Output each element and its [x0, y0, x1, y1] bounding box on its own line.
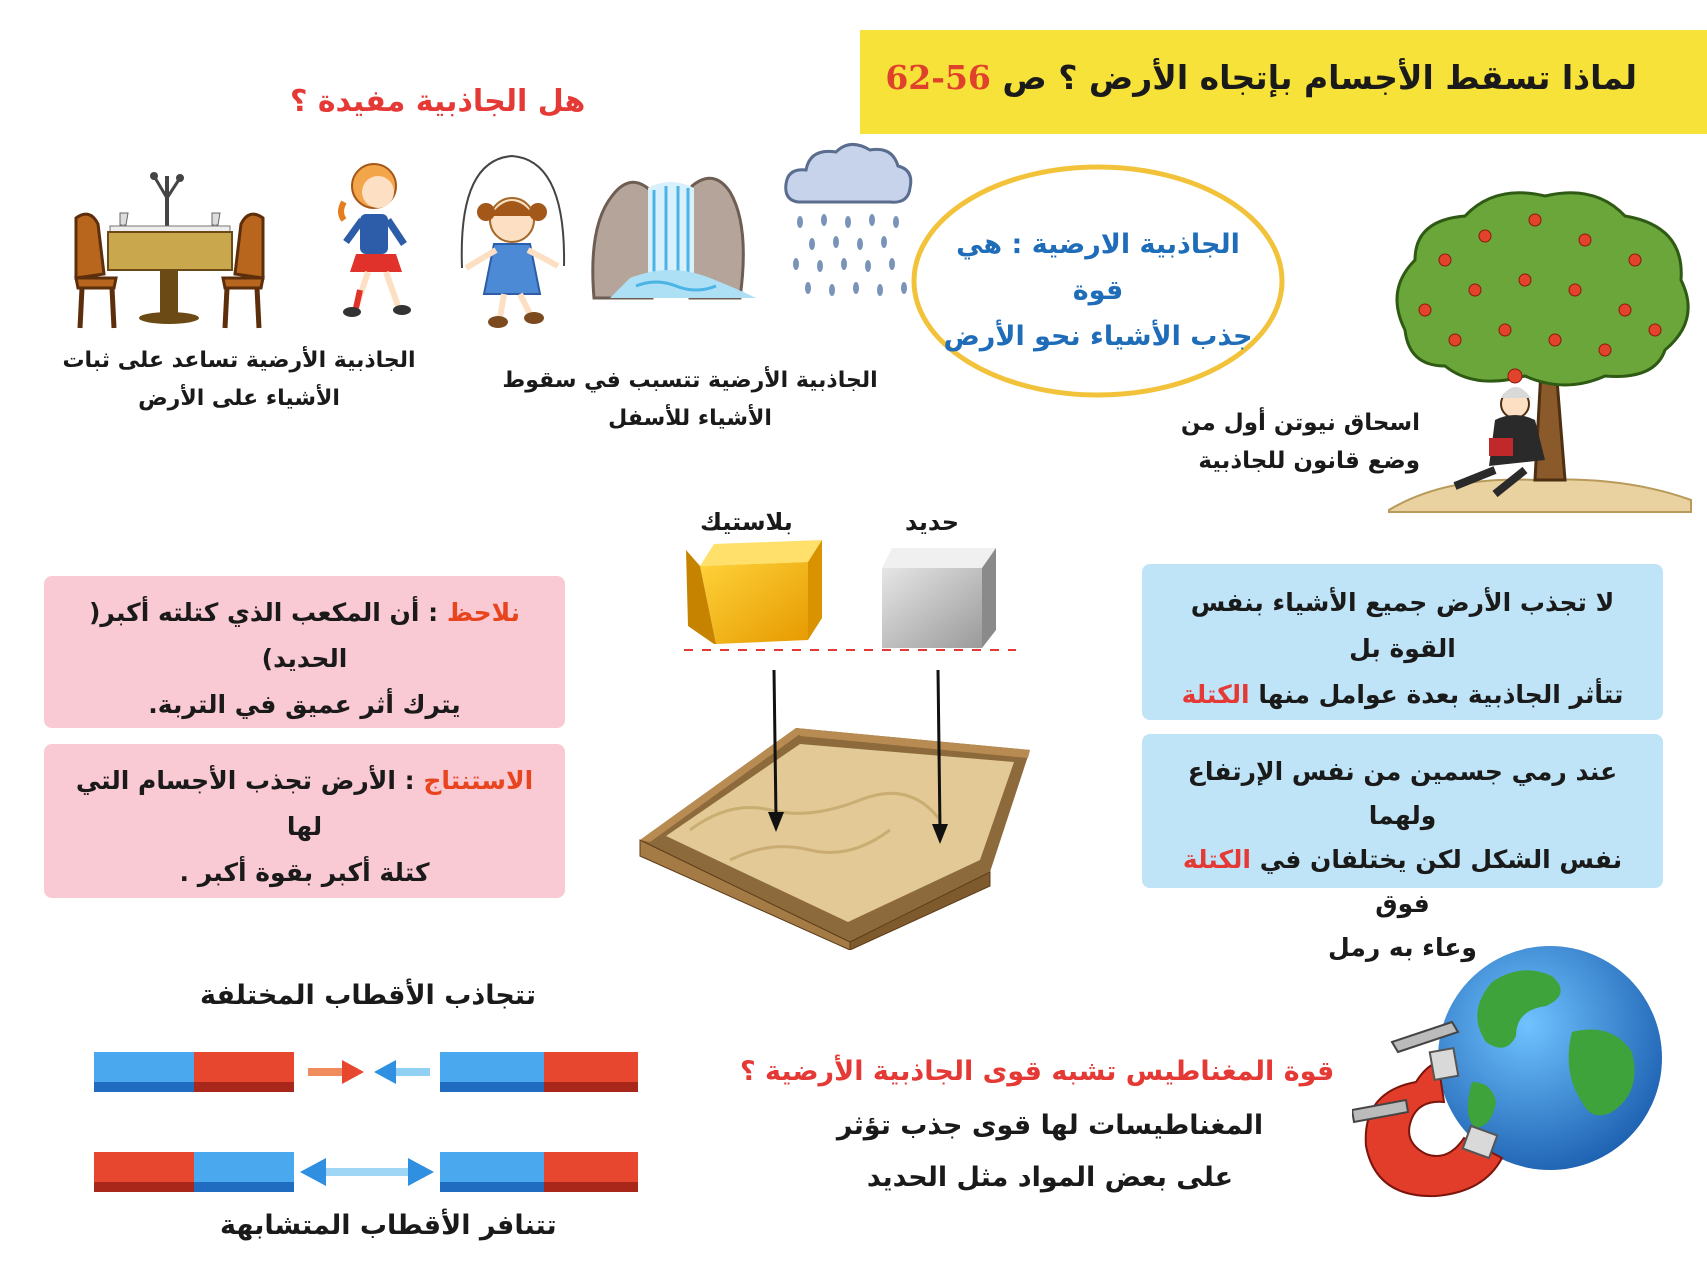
waterfall-illustration — [590, 166, 758, 304]
magnet-repel-left — [94, 1152, 294, 1192]
experiment-illustration — [630, 530, 1070, 950]
repel-label: تتنافر الأقطاب المتشابهة — [220, 1210, 557, 1241]
caption-falling: الجاذبية الأرضية تتسبب في سقوط الأشياء للأسفل — [502, 368, 878, 431]
label-iron: حديد — [905, 508, 960, 536]
magnet-attract-left — [94, 1052, 294, 1092]
observation-label: نلاحظ — [446, 598, 521, 627]
fact-box-experiment: عند رمي جسمين من نفس الإرتفاع ولهما نفس الشكل لكن يختلفان في الكتلة فوق وعاء به رمل — [1142, 734, 1663, 888]
plastic-cube — [686, 540, 822, 644]
magnet-answer: المغناطيسات لها قوى جذب تؤثر على بعض المواد مثل الحديد — [836, 1110, 1264, 1193]
conclusion-label: الاستنتاج — [423, 766, 534, 795]
label-plastic: بلاستيك — [700, 508, 793, 536]
magnet-repel-right — [440, 1152, 638, 1192]
page-title: لماذا تسقط الأجسام بإتجاه الأرض ؟ ص 56-62 — [885, 58, 1637, 97]
repel-arrows — [300, 1158, 434, 1186]
magnet-attract-right — [440, 1052, 638, 1092]
dining-table-illustration — [72, 168, 267, 330]
caption-stability: الجاذبية الأرضية تساعد على ثبات الأشياء على الأرض — [62, 348, 416, 411]
newton-tree-illustration — [1385, 180, 1699, 515]
sandbox — [640, 728, 1030, 950]
gravity-definition: الجاذبية الارضية : هي قوة جذب الأشياء نحو الأرض — [943, 229, 1253, 352]
conclusion-box: الاستنتاج : الأرض تجذب الأجسام التي لها كتلة أكبر بقوة أكبر . — [44, 744, 565, 898]
magnet-poles-diagram — [90, 1048, 640, 1194]
page-range: 56-62 — [885, 58, 991, 97]
rain-cloud-illustration — [780, 140, 914, 310]
walking-girl-illustration — [316, 158, 418, 320]
arrow-iron-drop — [938, 670, 940, 830]
globe-magnet-illustration — [1352, 942, 1672, 1210]
arrow-plastic-drop — [774, 670, 776, 818]
attract-arrows — [308, 1060, 430, 1084]
iron-cube — [882, 548, 996, 648]
fact-box-mass: لا تجذب الأرض جميع الأشياء بنفس القوة بل تتأثر الجاذبية بعدة عوامل منها الكتلة — [1142, 564, 1663, 720]
magnet-question: قوة المغناطيس تشبه قوى الجاذبية الأرضية ؟ — [740, 1056, 1335, 1087]
newton-caption: اسحاق نيوتن أول من وضع قانون للجاذبية — [1180, 410, 1420, 474]
attract-label: تتجاذب الأقطاب المختلفة — [200, 980, 536, 1011]
jump-rope-girl-illustration — [452, 150, 572, 334]
useful-gravity-title: هل الجاذبية مفيدة ؟ — [290, 84, 586, 119]
observation-box: نلاحظ : أن المكعب الذي كتلته أكبر( الحديد) يترك أثر عميق في التربة. — [44, 576, 565, 728]
